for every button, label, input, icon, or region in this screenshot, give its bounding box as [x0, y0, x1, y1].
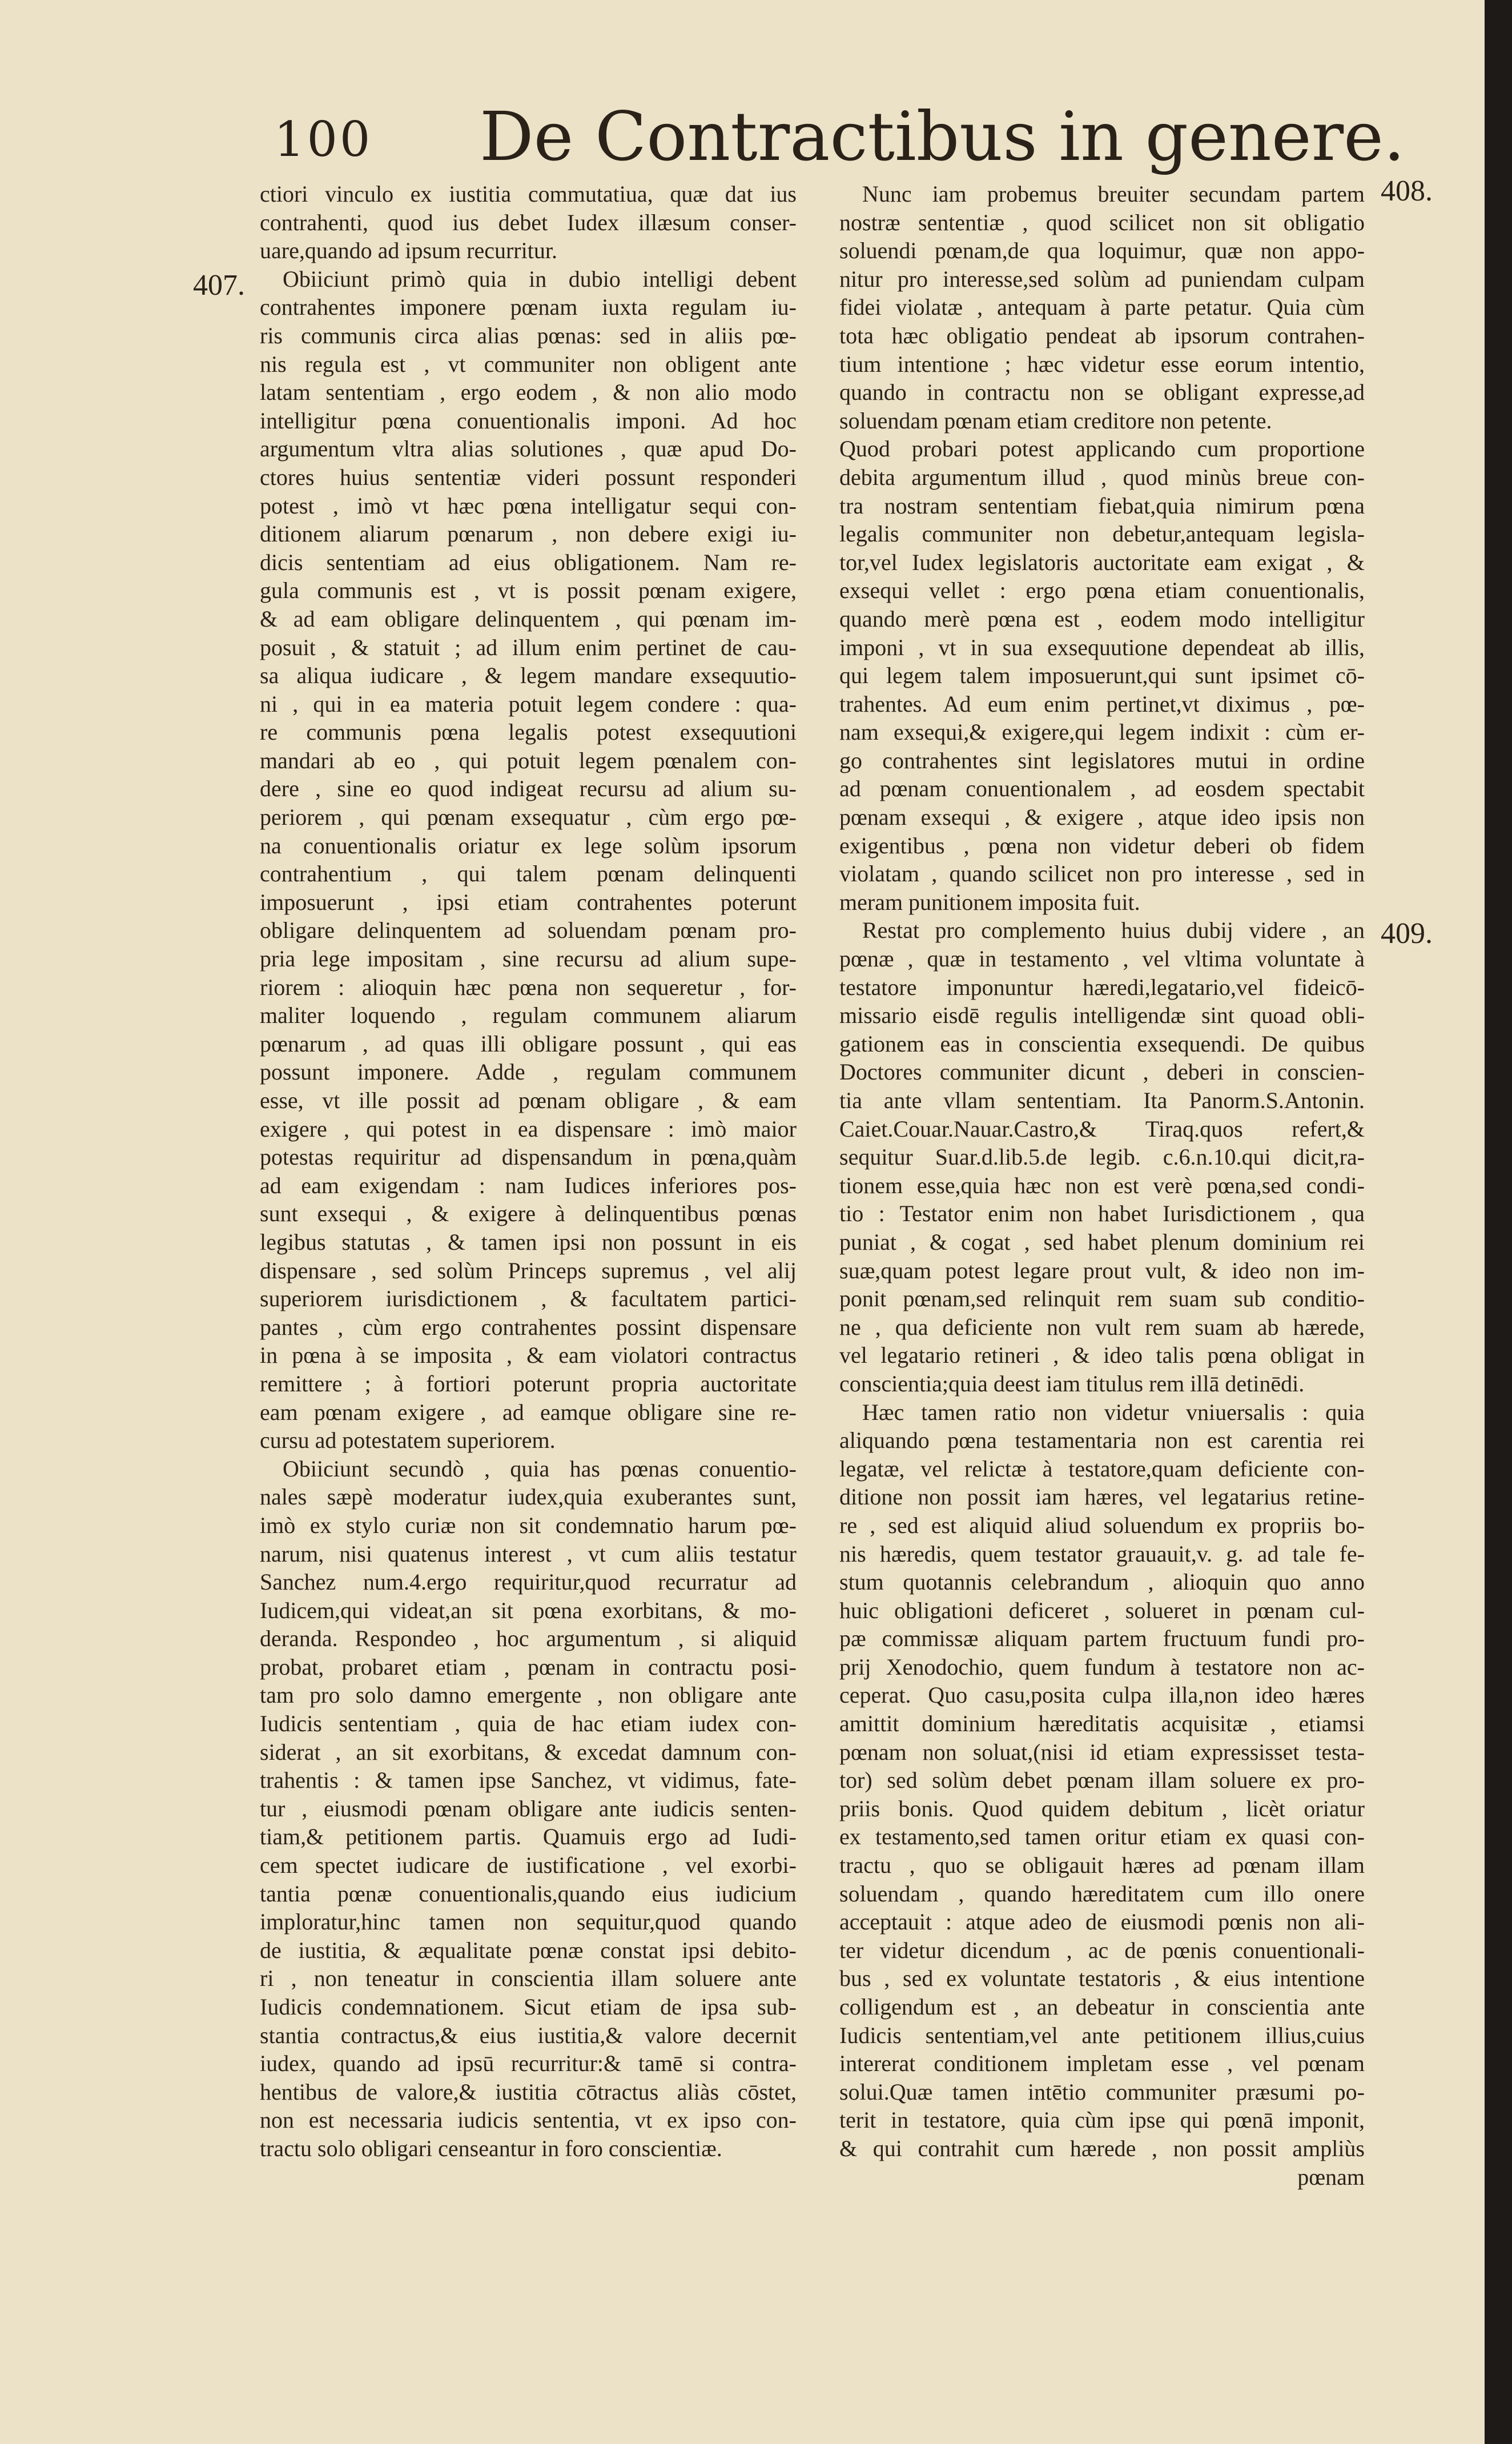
text-line: ctiori vinculo ex iustitia commutatiua, quæ dat ius: [260, 181, 797, 207]
text-line: tiam,& petitionem partis. Quamuis ergo ad Iudi-: [260, 1824, 797, 1850]
text-line: Iudicis sententiam,vel ante petitionem illius,cuius: [839, 2022, 1365, 2048]
text-line: debita argumentum illud , quod minùs breue con-: [839, 464, 1365, 490]
text-line: tium intentione ; hæc videtur esse eorum intentio,: [839, 351, 1365, 377]
text-line: suæ,quam potest legare prout vult, & ideo non im-: [839, 1257, 1365, 1283]
text-line: dispensare , sed solùm Princeps supremus , vel alij: [260, 1257, 797, 1283]
text-line: tor) sed solùm debet pœnam illam soluere ex pro-: [839, 1767, 1365, 1793]
text-line: go contrahentes sint legislatores mutui in ordine: [839, 747, 1365, 773]
text-line: imploratur,hinc tamen non sequitur,quod quando: [260, 1909, 797, 1935]
text-line: nitur pro interesse,sed solùm ad puniendam culpam: [839, 266, 1365, 292]
text-line: argumentum vltra alias solutiones , quæ apud Do-: [260, 436, 797, 462]
page-header: [257, 97, 1405, 177]
text-line: riorem : alioquin hæc pœna non sequeretur , for-: [260, 974, 797, 1000]
text-line: nis regula est , vt communiter non obligent ante: [260, 351, 797, 377]
text-line: priis bonis. Quod quidem debitum , licèt oriatur: [839, 1795, 1365, 1821]
text-line: gula communis est , vt is possit pœnam exigere,: [260, 577, 797, 604]
text-line: sa aliqua iudicare , & legem mandare exsequutio-: [260, 663, 797, 689]
text-line: legibus statutas , & tamen ipsi non possunt in eis: [260, 1229, 797, 1255]
margin-number-407: 407.: [193, 269, 245, 302]
text-line: exigentibus , pœna non videtur deberi ob fidem: [839, 832, 1365, 858]
text-line: intelligitur pœna conuentionalis imponi. Ad hoc: [260, 407, 797, 434]
text-line: de iustitia, & æqualitate pœnæ constat ipsi debito-: [260, 1937, 797, 1963]
text-line: prij Xenodochio, quem fundum à testatore non ac-: [839, 1654, 1365, 1680]
text-line: potest , imò vt hæc pœna intelligatur sequi con-: [260, 492, 797, 519]
text-line: legalis communiter non debetur,antequam legisla-: [839, 521, 1365, 547]
text-line: ni , qui in ea materia potuit legem condere : qua-: [260, 691, 797, 717]
text-line: Obiiciunt primò quia in dubio intelligi debent: [283, 266, 797, 292]
text-line: ceperat. Quo casu,posita culpa illa,non ideo hæres: [839, 1682, 1365, 1708]
text-line: trahentes. Ad eum enim pertinet,vt diximus , pœ-: [839, 691, 1365, 717]
text-line: vel legatario retineri , & ideo talis pœna obligat in: [839, 1342, 1365, 1369]
text-line: tantia pœnæ conuentionalis,quando eius iudicium: [260, 1880, 797, 1907]
text-line: ad eam exigendam : nam Iudices inferiores pos-: [260, 1172, 797, 1198]
text-line: pœnarum , ad quas illi obligare possunt , qui eas: [260, 1030, 797, 1057]
text-line: tionem esse,quia hæc non est verè pœna,sed condi-: [839, 1172, 1365, 1198]
text-line: tur , eiusmodi pœnam obligare ante iudicis senten-: [260, 1795, 797, 1821]
text-line: imponi , vt in sua exsequutione dependeat ab illis,: [839, 634, 1365, 660]
text-line: na conuentionalis oriatur ex lege solùm ipsorum: [260, 832, 797, 858]
text-line: Nunc iam probemus breuiter secundam partem: [862, 181, 1365, 207]
text-line: tia ante vllam sententiam. Ita Panorm.S.Antonin.: [839, 1087, 1365, 1113]
text-line: esse, vt ille possit ad pœnam obligare , & eam: [260, 1087, 797, 1113]
text-line: latam sententiam , ergo eodem , & non alio modo: [260, 379, 797, 406]
margin-number-408: 408.: [1381, 175, 1433, 207]
text-line: pœnam exsequi , & exigere , atque ideo ipsis non: [839, 804, 1365, 830]
text-line: legatæ, vel relictæ à testatore,quam deficiente con-: [839, 1455, 1365, 1482]
text-line: tio : Testator enim non habet Iurisdictionem , qua: [839, 1201, 1365, 1227]
text-line: nis hæredis, quem testator grauauit,v. g. ad tale fe-: [839, 1540, 1365, 1567]
text-line: pantes , cùm ergo contrahentes possint dispensare: [260, 1314, 797, 1340]
text-line: ctores huius sententiæ videri possunt responderi: [260, 464, 797, 490]
text-line: dere , sine eo quod indigeat recursu ad alium su-: [260, 776, 797, 802]
text-line: pœnam non soluat,(nisi id etiam expressisset testa-: [839, 1739, 1365, 1765]
text-line: hentibus de valore,& iustitia cōtractus aliàs cōstet,: [260, 2078, 797, 2105]
text-line: contrahentes imponere pœnam iuxta regulam iu-: [260, 294, 797, 320]
text-line: cem spectet iudicare de iustificatione , vel exorbi-: [260, 1852, 797, 1879]
text-line: trahentis : & tamen ipse Sanchez, vt vidimus, fate-: [260, 1767, 797, 1793]
text-line: possunt imponere. Adde , regulam communem: [260, 1059, 797, 1085]
text-line: pœnam: [1297, 2164, 1365, 2190]
text-line: ris communis circa alias pœnas: sed in aliis pœ-: [260, 322, 797, 348]
text-line: tota hæc obligatio pendeat ab ipsorum contrahen-: [839, 322, 1365, 348]
text-line: uare,quando ad ipsum recurritur.: [260, 238, 557, 264]
text-line: posuit , & statuit ; ad illum enim pertinet de cau-: [260, 634, 797, 660]
text-line: superiorem iurisdictionem , & facultatem partici-: [260, 1286, 797, 1312]
right-text-column: [839, 180, 1365, 2191]
text-line: Hæc tamen ratio non videtur vniuersalis : quia: [862, 1399, 1365, 1425]
text-line: tor,vel Iudex legislatoris auctoritate eam exigat , &: [839, 549, 1365, 575]
text-line: stum quotannis celebrandum , alioquin quo anno: [839, 1569, 1365, 1595]
text-line: pria lege impositam , sine recursu ad alium supe-: [260, 946, 797, 972]
margin-number-409: 409.: [1381, 917, 1433, 950]
text-line: ne , qua deficiente non vult rem suam ab hærede,: [839, 1314, 1365, 1340]
text-line: testatore imponuntur hæredi,legatario,vel fideicō-: [839, 974, 1365, 1000]
text-line: eam pœnam exigere , ad eamque obligare sine re-: [260, 1399, 797, 1425]
text-line: siderat , an sit exorbitans, & excedat damnum con-: [260, 1739, 797, 1765]
text-line: Iudicis condemnationem. Sicut etiam de ipsa sub-: [260, 1994, 797, 2020]
text-line: narum, nisi quatenus interest , vt cum aliis testatur: [260, 1540, 797, 1567]
text-line: sunt exsequi , & exigere à delinquentibus pœnas: [260, 1201, 797, 1227]
text-line: re , sed est aliquid aliud soluendum ex propriis bo-: [839, 1512, 1365, 1538]
text-line: sequitur Suar.d.lib.5.de legib. c.6.n.10.qui dicit,ra-: [839, 1144, 1365, 1170]
text-line: Sanchez num.4.ergo requiritur,quod recurratur ad: [260, 1569, 797, 1595]
text-line: acceptauit : atque adeo de eiusmodi pœnis non ali-: [839, 1909, 1365, 1935]
text-line: tractu solo obligari censeantur in foro conscientiæ.: [260, 2135, 722, 2161]
text-line: contrahentium , qui talem pœnam delinquenti: [260, 861, 797, 887]
text-line: soluendam , quando hæreditatem cum illo onere: [839, 1880, 1365, 1907]
text-line: ditione non possit iam hæres, vel legatarius retine-: [839, 1484, 1365, 1510]
text-line: exigere , qui potest in ea dispensare : imò maior: [260, 1115, 797, 1142]
text-line: meram punitionem imposita fuit.: [839, 889, 1140, 915]
text-line: bus , sed ex voluntate testatoris , & eius intentione: [839, 1965, 1365, 1992]
text-line: periorem , qui pœnam exsequatur , cùm ergo pœ-: [260, 804, 797, 830]
text-line: pœnæ , quæ in testamento , vel vltima voluntate à: [839, 946, 1365, 972]
text-line: cursu ad potestatem superiorem.: [260, 1427, 556, 1454]
text-line: terit in testatore, quia cùm ipse qui pœnā imponit,: [839, 2107, 1365, 2133]
text-line: aliquando pœna testamentaria non est carentia rei: [839, 1427, 1365, 1454]
text-line: nam exsequi,& exigere,qui legem indixit : cùm er-: [839, 719, 1365, 745]
text-line: amittit dominium hæreditatis acquisitæ , etiamsi: [839, 1711, 1365, 1737]
text-line: pæ commissæ aliquam partem fructuum fundi pro-: [839, 1626, 1365, 1652]
text-line: intererat conditionem impletam esse , vel pœnam: [839, 2050, 1365, 2077]
text-line: exsequi vellet : ergo pœna etiam conuentionalis,: [839, 577, 1365, 604]
text-line: mandari ab eo , qui potuit legem pœnalem con-: [260, 747, 797, 773]
text-line: qui legem talem imposuerunt,qui sunt ipsimet cō-: [839, 663, 1365, 689]
text-line: tra nostram sententiam fiebat,quia nimirum pœna: [839, 492, 1365, 519]
text-line: non est necessaria iudicis sententia, vt ex ipso con-: [260, 2107, 797, 2133]
text-line: ponit pœnam,sed relinquit rem suam sub conditio-: [839, 1286, 1365, 1312]
text-line: maliter loquendo , regulam communem aliarum: [260, 1002, 797, 1029]
text-line: contrahenti, quod ius debet Iudex illæsum conser-: [260, 209, 797, 235]
text-line: quando merè pœna est , eodem modo intelligitur: [839, 605, 1365, 632]
text-line: Restat pro complemento huius dubij videre , an: [862, 917, 1365, 944]
folio-number: 100: [274, 111, 373, 167]
text-line: huic obligationi deficeret , solueret in pœnam cul-: [839, 1597, 1365, 1623]
text-line: tam pro solo damno emergente , non obligare ante: [260, 1682, 797, 1708]
text-line: probat, probaret etiam , pœnam in contractu posi-: [260, 1654, 797, 1680]
text-line: fidei violatæ , antequam à parte petatur. Quia cùm: [839, 294, 1365, 320]
text-line: Quod probari potest applicando cum proportione: [839, 436, 1365, 462]
text-line: nales sæpè moderatur iudex,quia exuberantes sunt,: [260, 1484, 797, 1510]
text-line: deranda. Respondeo , hoc argumentum , si aliquid: [260, 1626, 797, 1652]
text-line: quando in contractu non se obligant expresse,ad: [839, 379, 1365, 406]
text-line: colligendum est , an debeatur in conscientia ante: [839, 1994, 1365, 2020]
text-line: potestas requiritur ad dispensandum in pœna,quàm: [260, 1144, 797, 1170]
text-line: Obiiciunt secundò , quia has pœnas conuentio-: [283, 1455, 797, 1482]
text-line: dicis sententiam ad eius obligationem. Nam re-: [260, 549, 797, 575]
text-line: ter videtur dicendum , ac de pœnis conuentionali-: [839, 1937, 1365, 1963]
text-line: iudex, quando ad ipsū recurritur:& tamē si contra-: [260, 2050, 797, 2077]
left-text-column: [260, 180, 797, 2163]
running-title: De Contractibus in genere.: [480, 97, 1405, 176]
text-line: soluendam pœnam etiam creditore non petente.: [839, 407, 1272, 434]
text-line: nostræ sententiæ , quod scilicet non sit obligatio: [839, 209, 1365, 235]
text-line: violatam , quando scilicet non pro interesse , sed in: [839, 861, 1365, 887]
text-line: tractu , quo se obligauit hæres ad pœnam illam: [839, 1852, 1365, 1879]
text-line: gationem eas in conscientia exsequendi. De quibus: [839, 1030, 1365, 1057]
binding-edge: [1485, 0, 1512, 2444]
text-line: puniat , & cogat , sed habet plenum dominium rei: [839, 1229, 1365, 1255]
text-line: & ad eam obligare delinquentem , qui pœnam im-: [260, 605, 797, 632]
text-line: in pœna à se imposita , & eam violatori contractus: [260, 1342, 797, 1369]
text-line: & qui contrahit cum hærede , non possit ampliùs: [839, 2135, 1365, 2161]
text-line: imposuerunt , ipsi etiam contrahentes poterunt: [260, 889, 797, 915]
text-line: ditionem aliarum pœnarum , non debere exigi iu-: [260, 521, 797, 547]
text-line: re communis pœna legalis potest exsequutioni: [260, 719, 797, 745]
text-line: solui.Quæ tamen intētio communiter præsumi po-: [839, 2078, 1365, 2105]
text-line: ex testamento,sed tamen oritur etiam ex quasi con-: [839, 1824, 1365, 1850]
text-line: imò ex stylo curiæ non sit condemnatio harum pœ-: [260, 1512, 797, 1538]
text-line: Iudicis sententiam , quia de hac etiam iudex con-: [260, 1711, 797, 1737]
text-line: obligare delinquentem ad soluendam pœnam pro-: [260, 917, 797, 944]
text-line: ri , non teneatur in conscientia illam soluere ante: [260, 1965, 797, 1992]
text-line: missario eisdē regulis intelligendæ sint quoad obli-: [839, 1002, 1365, 1029]
text-line: remittere ; à fortiori poterunt propria auctoritate: [260, 1370, 797, 1396]
text-line: stantia contractus,& eius iustitia,& valore decernit: [260, 2022, 797, 2048]
text-line: conscientia;quia deest iam titulus rem illā detinēdi.: [839, 1370, 1305, 1396]
text-line: Caiet.Couar.Nauar.Castro,& Tiraq.quos refert,&: [839, 1115, 1365, 1142]
text-line: ad pœnam conuentionalem , ad eosdem spectabit: [839, 776, 1365, 802]
text-line: soluendi pœnam,de qua loquimur, quæ non appo-: [839, 238, 1365, 264]
text-line: Doctores communiter dicunt , deberi in conscien-: [839, 1059, 1365, 1085]
text-line: Iudicem,qui videat,an sit pœna exorbitans, & mo-: [260, 1597, 797, 1623]
